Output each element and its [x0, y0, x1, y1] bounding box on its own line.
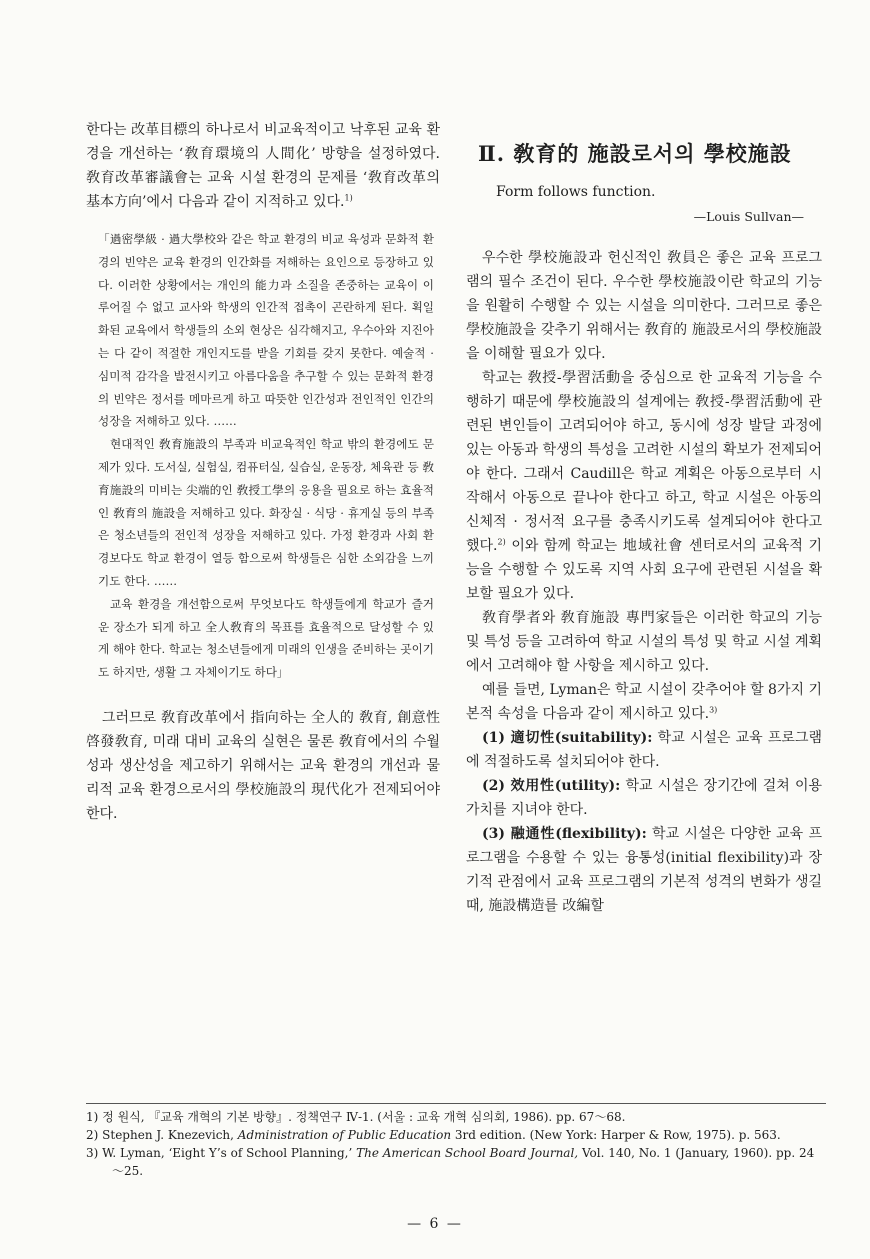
section-heading: Ⅱ. 敎育的 施設로서의 學校施設 — [478, 141, 792, 166]
footnote-title: The American School Board Journal, — [356, 1146, 579, 1160]
body-paragraph-2 — [466, 366, 822, 606]
footnote-number: 3) — [86, 1146, 99, 1160]
quote-paragraph-2: 현대적인 敎育施設의 부족과 비교육적인 학교 밖의 환경에도 문제가 있다. 도서실, 실험실, 컴퓨터실, 실습실, 운동장, 체육관 등 敎育施設의 미비는 尖端的인 敎授工學의 응용을 필요로 하는 효율적인 敎育의 施設을 저해하고 있다. 화장실 · 식당 · 휴게실 등의 부족은 청소년들의 전인적 성장을 저해하고 있다. 가정 환경과 사회 환경보다도 학교 환경이 열등 함으로써 학생들은 심한 소외감을 느끼기도 한다. …… — [98, 437, 434, 588]
footnotes — [86, 1103, 826, 1180]
footnote-2 — [86, 1126, 826, 1144]
page-number: — 6 — — [407, 1216, 463, 1232]
footnote-text: Stephen J. Knezevich, — [102, 1128, 238, 1142]
epigraph-author: —Louis Sullvan— — [693, 209, 804, 224]
footnote-number: 1) — [86, 1110, 99, 1124]
footnote-title: Administration of Public Education — [237, 1128, 452, 1142]
intro-paragraph — [86, 118, 440, 214]
quote-paragraph-3: 교육 환경을 개선함으로써 무엇보다도 학생들에게 학교가 즐거운 장소가 되게 하고 全人敎育의 목표를 효율적으로 달성할 수 있게 해야 한다. 학교는 청소년들에게 미래의 인생을 준비하는 곳이기도 하지만, 생활 그 자체이기도 하다」 — [98, 596, 434, 680]
footnote-text-cont: 3rd edition. (New York: Harper & Row, 1975). p. 563. — [451, 1128, 781, 1142]
epigraph-quote: Form follows function. — [496, 184, 656, 200]
body-paragraph-4 — [466, 678, 822, 726]
body-paragraph-1: 우수한 學校施設과 헌신적인 敎員은 좋은 교육 프로그램의 필수 조건이 된다. 우수한 學校施設이란 학교의 기능을 원활히 수행할 수 있는 시설을 의미한다. 그러므로 좋은 學校施設을 갖추기 위해서는 敎育的 施設로서의 學校施設을 이해할 필요가 있다. — [466, 250, 822, 362]
list-item-text: 학교 시설은 다양한 교육 프로그램을 수용할 수 있는 융통성(initial flexibility)과 장기적 관점에서 교육 프로그램의 기본적 성격의 변화가 생길 때, 施設構造를 改編할 — [466, 826, 822, 914]
list-item-label: (3) 融通性(flexibility): — [482, 826, 647, 842]
intro-text: 한다는 改革目標의 하나로서 비교육적이고 낙후된 교육 환경을 개선하는 ‘敎育環境의 人間化’ 방향을 설정하였다. 敎育改革審議會는 교육 시설 환경의 문제를 ‘敎育改革의 基本方向’에서 다음과 같이 지적하고 있다. — [86, 122, 440, 210]
footnote-ref-3[interactable]: 3) — [709, 705, 718, 715]
list-item-flexibility — [466, 822, 822, 918]
body-paragraph-2-text: 학교는 敎授-學習活動을 중심으로 한 교육적 기능을 수행하기 때문에 學校施設의 설계에는 敎授-學習活動에 관련된 변인들이 고려되어야 하고, 동시에 성장 발달 과정에 있는 아동과 학생의 특성을 고려한 시설의 확보가 전제되어야 한다. 그래서 Caudill은 학교 계획은 아동으로부터 시작해서 아동으로 끝나야 한다고 하고, 학교 시설은 아동의 신체적 · 정서적 요구를 충족시키도록 설계되어야 한다고 했다. — [466, 370, 822, 554]
list-item-text: 학교 시설은 교육 프로그램에 적절하도록 설치되어야 한다. — [466, 730, 822, 770]
body-paragraph-3: 敎育學者와 敎育施設 專門家들은 이러한 학교의 기능 및 특성 등을 고려하여 학교 시설의 특성 및 학교 시설 계획에서 고려해야 할 사항을 제시하고 있다. — [466, 610, 822, 674]
list-item-label: (1) 適切性(suitability): — [482, 730, 653, 746]
footnote-ref-2[interactable]: 2) — [497, 537, 506, 547]
footnote-ref-1[interactable]: 1) — [344, 193, 353, 203]
list-item-suitability — [466, 726, 822, 774]
body-paragraph-4-text: 예를 들면, Lyman은 학교 시설이 갖추어야 할 8가지 기본적 속성을 다음과 같이 제시하고 있다. — [466, 682, 822, 722]
footnote-3 — [86, 1144, 826, 1180]
body-paragraph-2-cont: 이와 함께 학교는 地域社會 센터로서의 교육적 기능을 수행할 수 있도록 지역 사회 요구에 관련된 시설을 확보할 필요가 있다. — [466, 538, 822, 602]
footnote-text-cont: Vol. 140, No. 1 (January, 1960). pp. 24～25. — [112, 1146, 815, 1178]
footnote-text: W. Lyman, ‘Eight Y’s of School Planning,’ — [102, 1146, 357, 1160]
footnote-1 — [86, 1108, 826, 1126]
footnote-number: 2) — [86, 1128, 99, 1142]
footnote-text: 정 원식, 『교육 개혁의 기본 방향』. 정책연구 Ⅳ-1. (서울 : 교육 개혁 심의회, 1986). pp. 67～68. — [102, 1110, 626, 1124]
left-column — [86, 118, 440, 826]
quote-paragraph-1: 「過密學級 · 過大學校와 같은 학교 환경의 비교 육성과 문화적 환경의 빈약은 교육 환경의 인간화를 저해하는 요인으로 등장하고 있다. 이러한 상황에서는 개인의 能力과 소질을 존중하는 교육이 이루어질 수 없고 교사와 학생의 인간적 접촉이 곤란하게 된다. 획일화된 교육에서 학생들의 소외 현상은 심각해지고, 우수아와 지진아는 다 같이 적절한 개인지도를 받을 기회를 갖지 못한다. 예술적 · 심미적 감각을 발전시키고 아름다움을 추구할 수 있는 문화적 환경의 빈약은 정서를 메마르게 하고 따뜻한 인간성과 전인적인 인간의 성장을 저해하고 있다. …… — [98, 232, 434, 429]
right-column — [466, 140, 822, 918]
list-item-label: (2) 效用性(utility): — [482, 778, 621, 794]
list-item-utility — [466, 774, 822, 822]
conclusion-paragraph: 그러므로 敎育改革에서 指向하는 全人的 敎育, 創意性 啓發敎育, 미래 대비 교육의 실현은 물론 敎育에서의 수월성과 생산성을 제고하기 위해서는 교육 환경의 개선과 물리적 교육 환경으로서의 學校施設의 現代化가 전제되어야 한다. — [86, 709, 440, 822]
list-item-text: 학교 시설은 장기간에 걸쳐 이용 가치를 지녀야 한다. — [466, 778, 823, 818]
quotation-block — [98, 228, 434, 684]
